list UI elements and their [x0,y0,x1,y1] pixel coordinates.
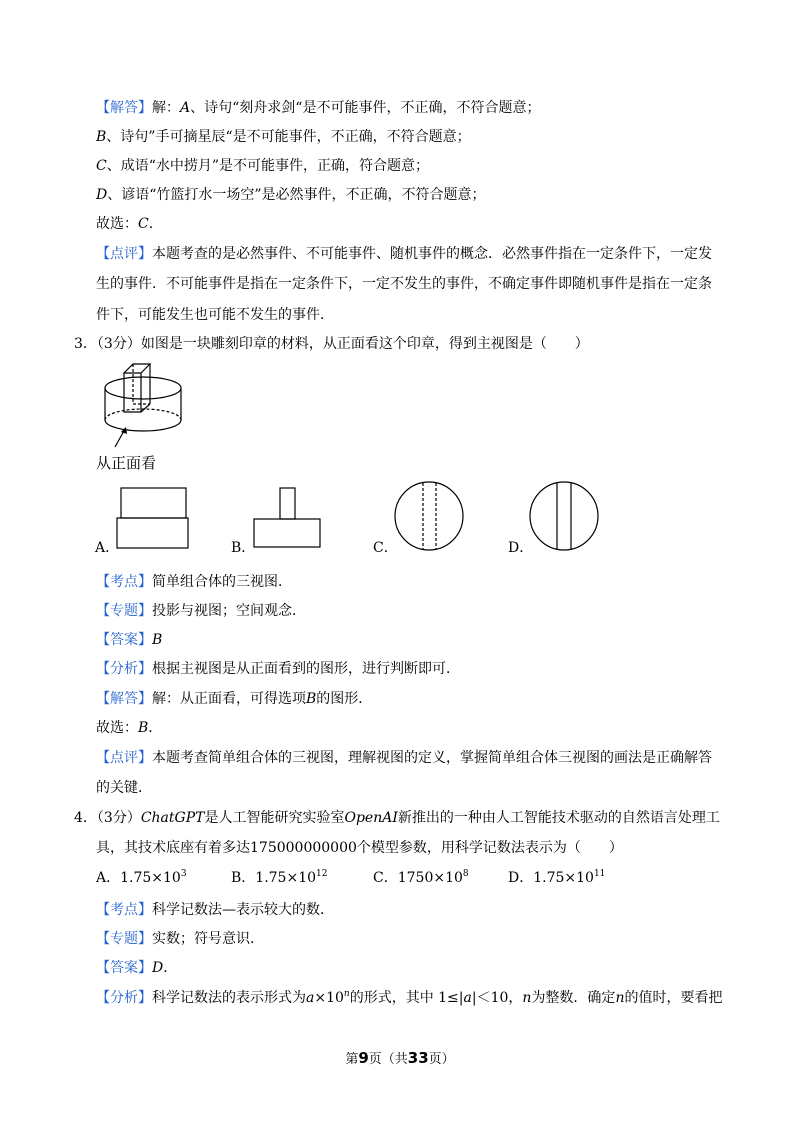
q3-stem: 3．（3分）如图是一块雕刻印章的材料，从正面看这个印章，得到主视图是（ ） [74,336,589,352]
q3-fenxi: 【分析】根据主视图是从正面看到的图形，进行判断即可． [96,661,460,677]
q3-jieda: 【解答】解：从正面看，可得选项B的图形． [96,691,373,707]
q4-zhuanti: 【专题】实数；符号意识． [96,931,264,947]
q3-zhuanti: 【专题】投影与视图；空间观念． [96,603,306,619]
zhuanti-tag: 【专题】 [96,931,152,947]
q3-answer: 【答案】B [96,632,163,648]
q3-option-a-label[interactable]: A． [95,540,120,556]
q4-option-d[interactable]: D．$1.75\times 10^{11}$ [508,869,606,886]
answer-tag: 【答案】 [96,960,152,976]
q2-solution-line3: C、成语“水中捞月”是不可能事件，正确，符合题意； [96,158,430,174]
q3-comment-line2: 的关键． [96,780,152,796]
q2-comment-line2: 生的事件．不可能事件是指在一定条件下，一定不发生的事件，不确定事件即随机事件是指在一定条 [96,276,712,292]
q2-comment-line3: 件下，可能发生也可能不发生的事件． [96,307,334,323]
page-footer: 第9页（共33页） [345,1049,455,1067]
comment-tag: 【点评】 [96,246,152,262]
q3-option-c-label[interactable]: C． [373,540,398,556]
q2-choice: 故选：C. [96,216,154,232]
q3-option-b-label[interactable]: B． [231,540,256,556]
page-total: 33 [407,1049,429,1067]
q2-solution-line2: B、诗句”手可摘星辰“是不可能事件，不正确，不符合题意； [96,129,471,145]
q4-option-c[interactable]: C．$1750\times 10^8$ [373,869,469,886]
q2-solution-line4: D、谚语“竹篮打水一场空”是必然事件，不正确，不符合题意； [96,187,486,203]
comment-tag: 【点评】 [96,750,152,766]
zhuanti-tag: 【专题】 [96,603,152,619]
solution-tag: 【解答】 [96,691,152,707]
answer-tag: 【答案】 [96,632,152,648]
q3-choice: 故选：B． [96,720,163,736]
q4-kaodian: 【考点】科学记数法—表示较大的数． [96,902,334,918]
page-number: 9 [358,1049,369,1067]
q3-comment-line1: 【点评】本题考查简单组合体的三视图，理解视图的定义，掌握简单组合体三视图的画法是正确解答 [96,750,712,766]
q4-option-a[interactable]: A．$1.75\times 10^3$ [96,869,187,886]
fenxi-tag: 【分析】 [96,990,152,1006]
front-view-label: 从正面看 [96,454,157,472]
kaodian-tag: 【考点】 [96,574,152,590]
q4-fenxi: 【分析】科学记数法的表示形式为$a\times 10^n$的形式，其中 1≤|a|＜10，n为整数．确定n的值时，要看把 [96,989,723,1006]
q2-solution-line1: 【解答】解：A、诗句“刻舟求剑“是不可能事件，不正确，不符合题意； [96,100,541,116]
solution-tag: 【解答】 [96,100,152,116]
q3-kaodian: 【考点】简单组合体的三视图． [96,574,292,590]
kaodian-tag: 【考点】 [96,902,152,918]
fenxi-tag: 【分析】 [96,661,152,677]
q3-option-d-label[interactable]: D． [508,540,534,556]
q4-stem-line1: 4．（3分）ChatGPT是人工智能研究实验室OpenAI新推出的一种由人工智能技术驱动的自然语言处理工 [74,810,720,826]
q4-answer: 【答案】D． [96,960,178,976]
q2-comment-line1: 【点评】本题考查的是必然事件、不可能事件、随机事件的概念．必然事件指在一定条件下，一定发 [96,246,712,262]
q4-option-b[interactable]: B．$1.75\times 10^{12}$ [231,869,328,886]
q4-stem-line2: 具，其技术底座有着多达175000000000个模型参数，用科学记数法表示为（ ） [96,840,623,856]
